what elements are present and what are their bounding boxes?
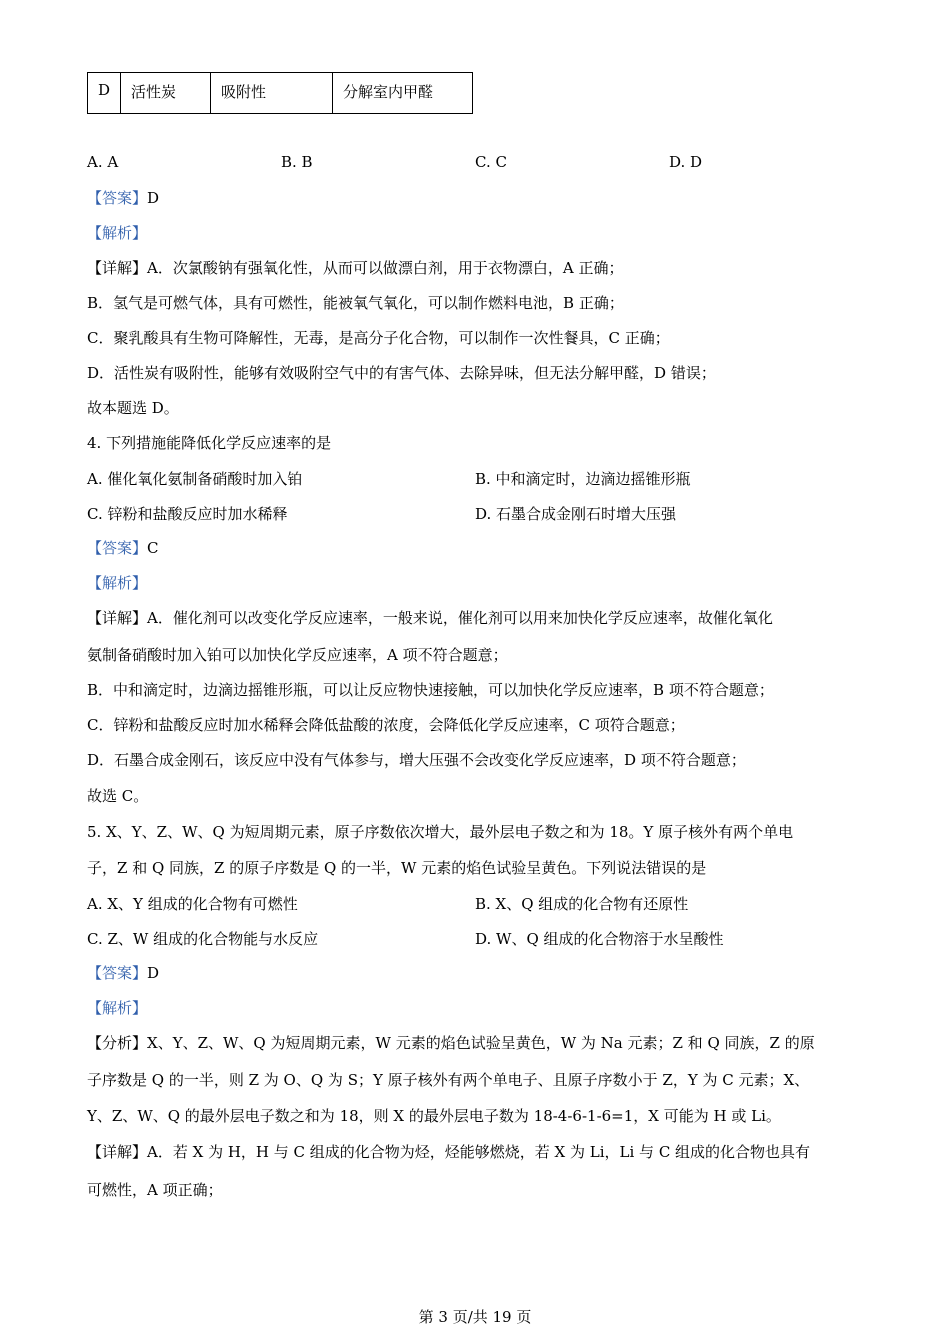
q3-detail-line-3: C．聚乳酸具有生物可降解性，无毒，是高分子化合物，可以制作一次性餐具，C 正确； — [87, 329, 670, 347]
q3-analysis-tag: 【解析】 — [87, 224, 148, 242]
q4-conclusion: 故选 C。 — [87, 787, 149, 805]
answer-tag: 【答案】 — [87, 539, 148, 557]
table-cell-use: 分解室内甲醛 — [333, 73, 473, 114]
q5-option-a: A. X、Y 组成的化合物有可燃性 — [87, 895, 298, 913]
q5-analysis-line-3: Y、Z、W、Q 的最外层电子数之和为 18，则 X 的最外层电子数为 18-4-6-1-6=1，X 可能为 H 或 Li。 — [87, 1107, 781, 1125]
q4-detail-line-3: B．中和滴定时，边滴边摇锥形瓶，可以让反应物快速接触，可以加快化学反应速率，B 项不符合题意； — [87, 681, 774, 699]
analysis-tag: 【分析】 — [87, 1034, 148, 1052]
detail-text: A．催化剂可以改变化学反应速率，一般来说，催化剂可以用来加快化学反应速率，故催化氧化 — [147, 609, 773, 627]
q3-conclusion: 故本题选 D。 — [87, 399, 179, 417]
q3-option-c: C. C — [475, 153, 507, 171]
q4-option-d: D. 石墨合成金刚石时增大压强 — [475, 505, 677, 523]
detail-tag: 【详解】 — [87, 259, 148, 277]
q3-option-a: A. A — [87, 153, 119, 171]
q3-detail-line-1 — [87, 258, 623, 278]
table-cell-letter: D — [88, 73, 121, 114]
q3-detail-line-2: B．氢气是可燃气体，具有可燃性，能被氧气氧化，可以制作燃料电池，B 正确； — [87, 294, 624, 312]
answer-value: C — [147, 539, 159, 557]
detail-tag: 【详解】 — [87, 1143, 148, 1161]
q5-stem-line-2: 子，Z 和 Q 同族，Z 的原子序数是 Q 的一半，W 元素的焰色试验呈黄色。下列说法错误的是 — [87, 859, 707, 877]
q5-analysis-line-2: 子序数是 Q 的一半，则 Z 为 O、Q 为 S；Y 原子核外有两个单电子、且原子序数小于 Z，Y 为 C 元素；X、 — [87, 1071, 810, 1089]
q5-stem-line-1: 5. X、Y、Z、W、Q 为短周期元素，原子序数依次增大，最外层电子数之和为 18。Y 原子核外有两个单电 — [87, 823, 794, 841]
page-footer: 第 3 页/共 19 页 — [418, 1308, 532, 1326]
q5-option-b: B. X、Q 组成的化合物有还原性 — [475, 895, 689, 913]
q5-option-c: C. Z、W 组成的化合物能与水反应 — [87, 930, 319, 948]
table-cell-substance: 活性炭 — [121, 73, 211, 114]
q4-option-a: A. 催化氧化氨制备硝酸时加入铂 — [87, 470, 303, 488]
options-table — [87, 72, 473, 114]
detail-tag: 【详解】 — [87, 609, 148, 627]
detail-text: A．次氯酸钠有强氧化性，从而可以做漂白剂，用于衣物漂白，A 正确； — [147, 259, 624, 277]
q3-option-d: D. D — [669, 153, 703, 171]
analysis-text: X、Y、Z、W、Q 为短周期元素，W 元素的焰色试验呈黄色，W 为 Na 元素；Z 和 Q 同族，Z 的原 — [147, 1034, 815, 1052]
answer-value: D — [147, 189, 160, 207]
q5-option-d: D. W、Q 组成的化合物溶于水呈酸性 — [475, 930, 724, 948]
q4-detail-line-5: D．石墨合成金刚石，该反应中没有气体参与，增大压强不会改变化学反应速率，D 项不符合题意； — [87, 751, 746, 769]
q5-detail-line-1 — [87, 1142, 810, 1162]
q5-analysis-tag: 【解析】 — [87, 999, 148, 1017]
answer-value: D — [147, 964, 160, 982]
q4-analysis-tag: 【解析】 — [87, 574, 148, 592]
q3-detail-line-4: D．活性炭有吸附性，能够有效吸附空气中的有害气体、去除异味，但无法分解甲醛，D 错误； — [87, 364, 716, 382]
q4-detail-line-2: 氨制备硝酸时加入铂可以加快化学反应速率，A 项不符合题意； — [87, 646, 508, 664]
q5-detail-line-2: 可燃性，A 项正确； — [87, 1181, 223, 1199]
q4-option-b: B. 中和滴定时，边滴边摇锥形瓶 — [475, 470, 691, 488]
q3-option-b: B. B — [281, 153, 313, 171]
table-cell-property: 吸附性 — [211, 73, 333, 114]
q5-answer — [87, 963, 159, 983]
q4-option-c: C. 锌粉和盐酸反应时加水稀释 — [87, 505, 288, 523]
q4-detail-line-1 — [87, 608, 773, 628]
q3-answer — [87, 188, 159, 208]
q4-answer — [87, 538, 159, 558]
detail-text: A．若 X 为 H，H 与 C 组成的化合物为烃，烃能够燃烧，若 X 为 Li，Li 与 C 组成的化合物也具有 — [147, 1143, 811, 1161]
q4-detail-line-4: C．锌粉和盐酸反应时加水稀释会降低盐酸的浓度，会降低化学反应速率，C 项符合题意； — [87, 716, 685, 734]
table-row — [88, 73, 473, 114]
q4-stem: 4. 下列措施能降低化学反应速率的是 — [87, 434, 332, 452]
answer-tag: 【答案】 — [87, 189, 148, 207]
answer-tag: 【答案】 — [87, 964, 148, 982]
q5-analysis-line-1 — [87, 1033, 815, 1053]
